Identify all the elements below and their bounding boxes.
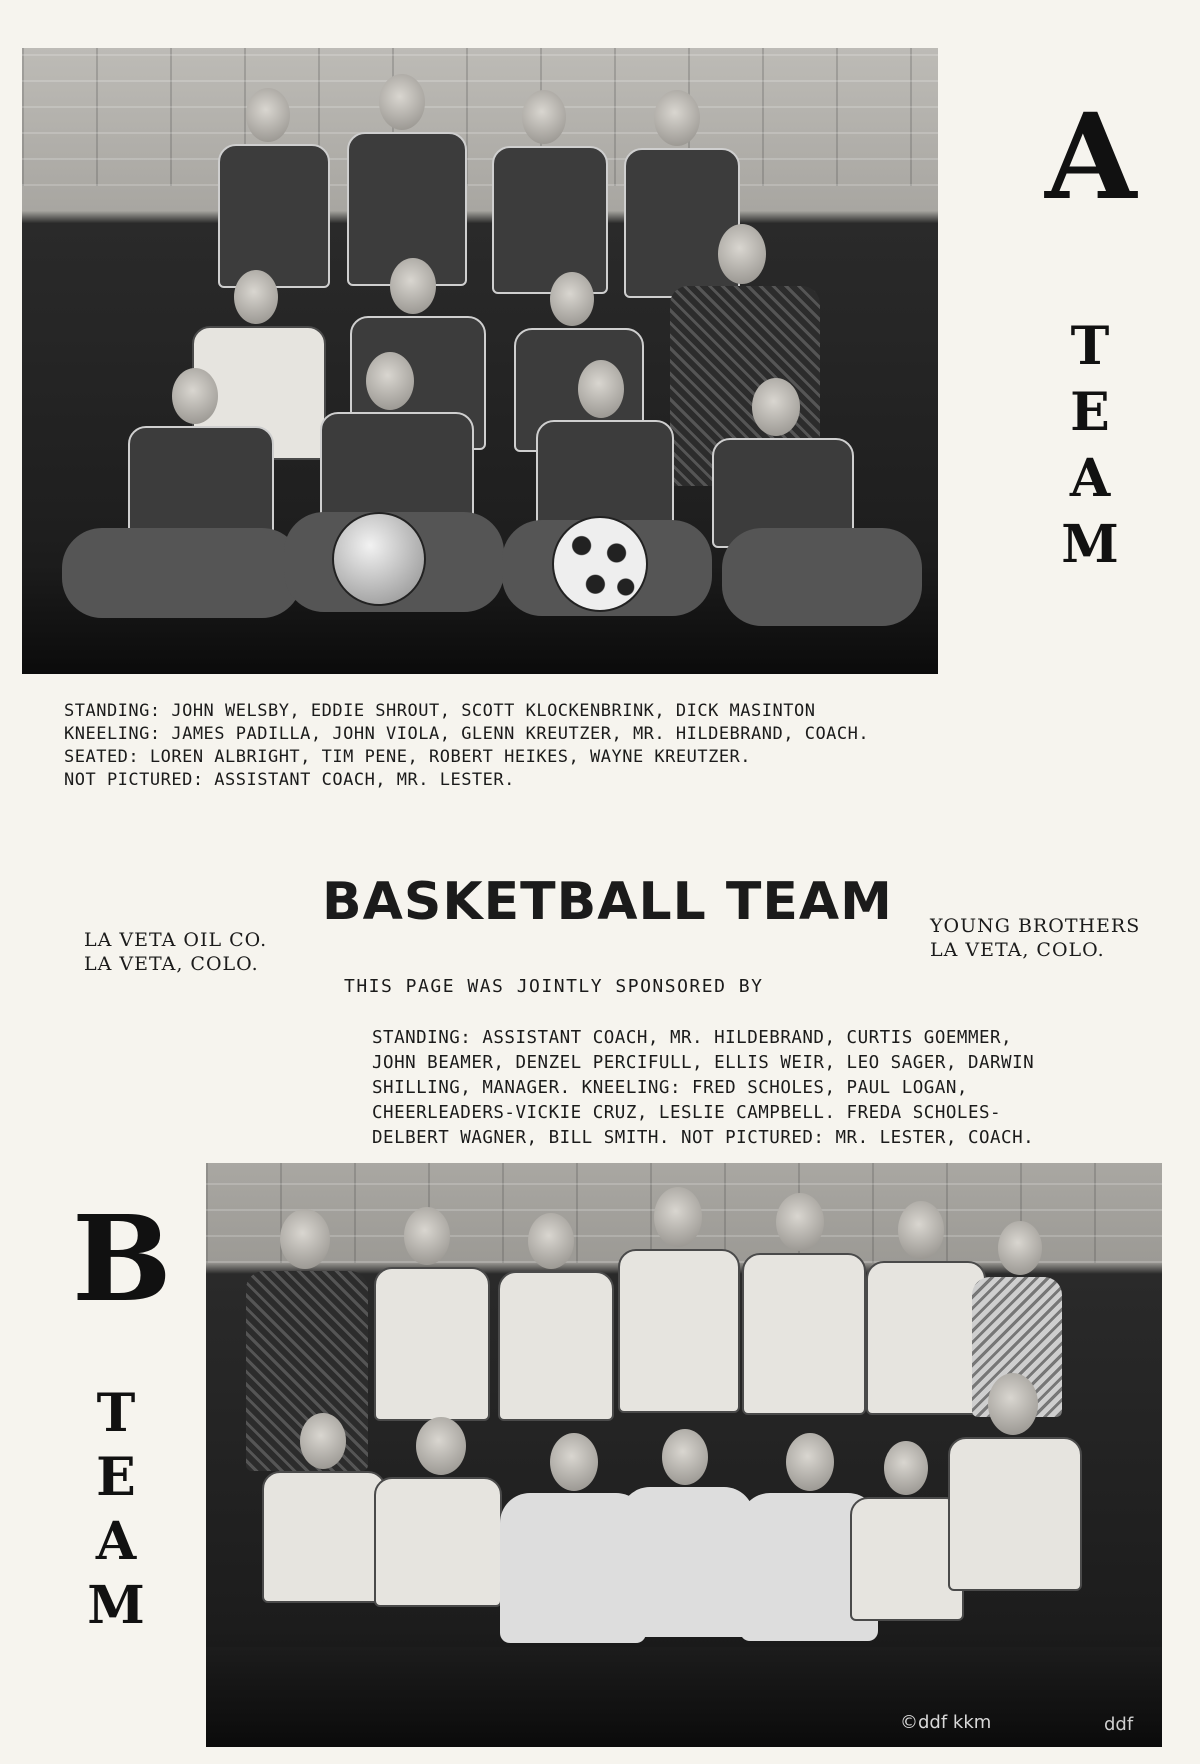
page-title: BASKETBALL TEAM: [322, 872, 893, 932]
sponsor-line: LA VETA, COLO.: [930, 939, 1105, 961]
b-team-word: [76, 1382, 156, 1638]
b-team-word-letter: E: [96, 1447, 136, 1508]
b-team-word-letter: T: [96, 1383, 136, 1444]
caption-line: SHILLING, MANAGER. KNEELING: FRED SCHOLES, PAUL LOGAN,: [372, 1078, 968, 1098]
a-team-word: [1050, 314, 1130, 578]
a-team-photo: [22, 48, 938, 674]
sponsor-line: YOUNG BROTHERS: [930, 915, 1141, 937]
b-team-word-letter: M: [87, 1575, 145, 1636]
b-team-word-letter: A: [95, 1511, 137, 1572]
a-team-word-letter: T: [1070, 316, 1110, 377]
caption-line: NOT PICTURED: ASSISTANT COACH, MR. LESTER.: [64, 770, 515, 790]
basketball: [332, 512, 426, 606]
b-team-caption: [372, 1026, 1034, 1151]
caption-line: SEATED: LOREN ALBRIGHT, TIM PENE, ROBERT HEIKES, WAYNE KREUTZER.: [64, 747, 752, 767]
a-team-word-letter: M: [1061, 514, 1119, 575]
a-team-letter: A: [1045, 87, 1137, 226]
caption-line: KNEELING: JAMES PADILLA, JOHN VIOLA, GLENN KREUTZER, MR. HILDEBRAND, COACH.: [64, 724, 870, 744]
sponsor-left: [84, 928, 267, 976]
watermark-left: ©ddf kkm: [900, 1712, 992, 1733]
a-team-caption: [64, 700, 869, 792]
caption-line: STANDING: JOHN WELSBY, EDDIE SHROUT, SCOTT KLOCKENBRINK, DICK MASINTON: [64, 701, 816, 721]
caption-line: JOHN BEAMER, DENZEL PERCIFULL, ELLIS WEIR, LEO SAGER, DARWIN: [372, 1053, 1035, 1073]
a-team-word-letter: A: [1069, 448, 1111, 509]
sponsor-line: LA VETA OIL CO.: [84, 929, 268, 951]
caption-line: CHEERLEADERS-VICKIE CRUZ, LESLIE CAMPBELL. FREDA SCHOLES-: [372, 1103, 1002, 1123]
sponsor-line: LA VETA, COLO.: [84, 953, 259, 975]
a-team-word-letter: E: [1070, 382, 1110, 443]
caption-line: DELBERT WAGNER, BILL SMITH. NOT PICTURED: MR. LESTER, COACH.: [372, 1128, 1035, 1148]
sponsor-right: [930, 914, 1140, 962]
sponsorship-note: THIS PAGE WAS JOINTLY SPONSORED BY: [344, 976, 764, 997]
caption-line: STANDING: ASSISTANT COACH, MR. HILDEBRAND, CURTIS GOEMMER,: [372, 1028, 1013, 1048]
spotted-ball: [552, 516, 648, 612]
b-team-photo: [206, 1163, 1162, 1747]
b-team-letter: B: [72, 1189, 172, 1328]
watermark-right: ddf: [1104, 1714, 1134, 1735]
